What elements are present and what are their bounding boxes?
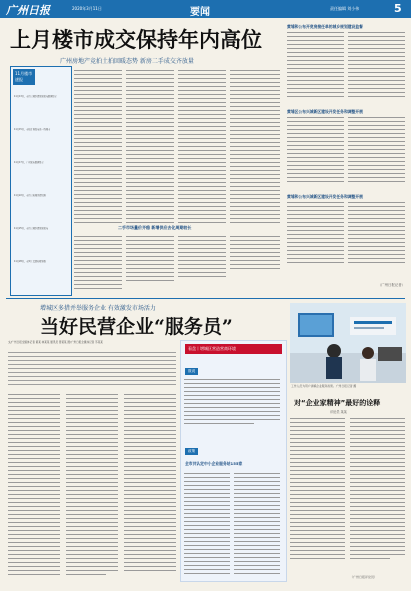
right-col-text [287, 201, 405, 279]
feature-headline: 当好民营企业“服务员” [40, 316, 233, 338]
newspaper-logo: 广州日报 [6, 4, 50, 17]
sidebar-item: 11月17日，广州发布数据显示 [14, 161, 44, 164]
feature-body-text [8, 350, 176, 580]
info-box-title [185, 344, 282, 354]
info-box [180, 340, 287, 582]
office-photo-illustration [290, 303, 406, 383]
info-box-text [184, 377, 284, 437]
page-number: 5 [394, 2, 402, 15]
section-title: 要闻 [190, 7, 210, 18]
label-zhengce: 政策 [185, 448, 198, 455]
right-col-head: 黄埔区公布兴城新区建设开发任务和调整开展 [287, 109, 363, 114]
label-shuoshuo: 数说 [185, 368, 198, 375]
news-sidebar [10, 66, 72, 296]
info-box-title-text: 看盘丨增城区营造营商环境 [188, 346, 236, 351]
feature-photo [290, 303, 406, 383]
right-col-head: 黄埔和公布兴城新区建设开发任务和调整开展 [287, 194, 363, 199]
sidebar-item: 11月22日，市住房和城乡建设局 [14, 194, 46, 197]
sidebar-item: 11月25日，市住房城乡建设局发布 [14, 227, 49, 230]
editor-line: 责任编辑 刘小伟 [330, 6, 360, 11]
commentary-footer: （广州日报评论员） [350, 575, 378, 579]
sidebar-title: 11月楼市速报 [13, 69, 35, 85]
right-col-text [287, 31, 405, 101]
feature-kicker: 增城区多措并举服务企业 有效激发市场活力 [40, 305, 156, 312]
top-story-body [74, 68, 282, 294]
top-headline: 上月楼市成交保持年内高位 [10, 27, 262, 52]
right-col-text [287, 116, 405, 186]
commentary-body-text [290, 416, 406, 572]
masthead-bar [0, 0, 411, 18]
dateline: 2020年3月11日 [72, 6, 102, 11]
facts-head: 全市共认定中小企业服务站155家 [185, 461, 243, 466]
inline-subhead: 二手市场量价齐稳 新增供应去化周期较长 [118, 225, 192, 230]
sidebar-item: 11月13日，市住房城乡建设局发布数据显示 [14, 95, 57, 98]
feature-lead-byline: 文/广州日报全媒体记者 黄某 林某某 通讯员 曾某某 图/广州日报全媒体记者 苏某某 [8, 341, 103, 344]
right-col-head: 黄埔和公布开竞房接任单的城乡规划建设监督 [287, 24, 363, 29]
right-col-footer: （广州日报记者） [377, 283, 405, 287]
commentary-headline: 对“企业家精神”最好的诠释 [294, 399, 381, 407]
photo-caption: 工作人员为用户讲解企业服务政策。广州日报记者 摄 [291, 384, 357, 388]
right-column [287, 24, 405, 294]
commentary-byline: 评论员 某某 [330, 410, 347, 414]
sidebar-item: 11月28日，市国土资源和规划委 [14, 260, 46, 263]
info-box-text [184, 471, 284, 591]
top-subhead: 广州房地产竞拍土拍回暖态势 新房二手成交齐放量 [60, 58, 194, 65]
sidebar-item: 11月15日，市统计局发布新一线城市 [14, 128, 51, 131]
section-divider [6, 298, 405, 299]
body-text-lines [74, 68, 282, 294]
